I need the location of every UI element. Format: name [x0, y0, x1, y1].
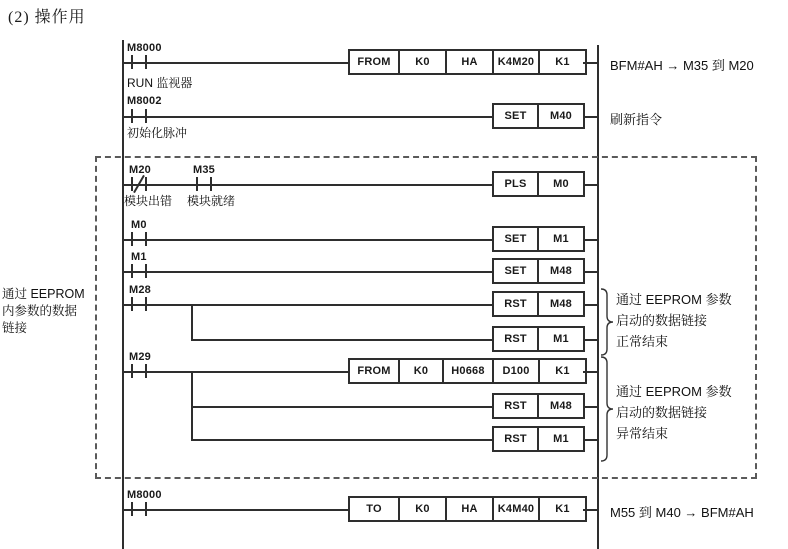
instruction-cell: SET: [494, 105, 539, 127]
instruction-cell: RST: [494, 428, 539, 450]
instruction-cell: RST: [494, 293, 539, 315]
contact-bar: [145, 109, 147, 123]
instruction-cell: K1: [555, 365, 570, 377]
wire-h: [583, 62, 597, 64]
wire-h: [124, 184, 492, 186]
brace-icon: [599, 356, 615, 462]
contact-label-m28: M28: [129, 284, 151, 296]
instruction-box-from2: [348, 358, 587, 384]
instruction-cell: K4M40: [494, 498, 540, 520]
no-contact-m0: [131, 232, 147, 246]
left-note-line1: 通过 EEPROM: [2, 287, 85, 301]
wire-h: [585, 271, 597, 273]
contact-bar: [210, 177, 212, 191]
instruction-box-set-m48: [492, 258, 585, 284]
contact-note: RUN 监视器: [127, 76, 193, 90]
contact-label-m1: M1: [131, 251, 147, 263]
contact-bar: [145, 297, 147, 311]
wire-h: [124, 62, 348, 64]
group-comment-line: 启动的数据链接: [616, 313, 708, 328]
no-contact-m28: [131, 297, 147, 311]
instruction-cell: K1: [555, 56, 570, 68]
instruction-cell: M48: [550, 400, 572, 412]
wire-h: [191, 339, 492, 341]
no-contact-m1: [131, 264, 147, 278]
wire-h: [585, 439, 597, 441]
instruction-cell: K0: [400, 498, 447, 520]
instruction-cell: RST: [494, 395, 539, 417]
rung-comment: 刷新指令: [610, 112, 663, 127]
wire-h: [124, 239, 492, 241]
instruction-box-rst-m1-b: [492, 426, 585, 452]
contact-bar: [131, 109, 133, 123]
no-contact-m35: [196, 177, 212, 191]
contact-label-m8000-bottom: M8000: [127, 489, 162, 501]
instruction-cell: RST: [494, 328, 539, 350]
instruction-cell: FROM: [350, 51, 400, 73]
instruction-box-set-m40: [492, 103, 585, 129]
contact-label-m0: M0: [131, 219, 147, 231]
wire-h: [124, 271, 492, 273]
left-note-line2: 内参数的数据: [2, 304, 78, 318]
no-contact-m8000: [131, 55, 147, 69]
no-contact-m8002: [131, 109, 147, 123]
wire-h: [124, 371, 348, 373]
instruction-box-rst-m1-a: [492, 326, 585, 352]
contact-bar: [145, 177, 147, 191]
contact-bar: [131, 55, 133, 69]
wire-h: [191, 439, 492, 441]
instruction-box-rst-m48-a: [492, 291, 585, 317]
wire-h: [124, 116, 492, 118]
contact-bar: [145, 264, 147, 278]
group-comment-line: 通过 EEPROM 参数: [616, 384, 732, 399]
rung-comment: BFM#AH → M35 到 M20: [610, 58, 754, 73]
rung-comment: M55 到 M40 → BFM#AH: [610, 505, 754, 520]
instruction-cell: K0: [400, 51, 447, 73]
contact-bar: [131, 232, 133, 246]
brace-icon: [599, 288, 615, 356]
instruction-box-pls-m0: [492, 171, 585, 197]
instruction-cell: M40: [550, 110, 572, 122]
contact-label-m8000: M8000: [127, 42, 162, 54]
contact-bar: [145, 55, 147, 69]
wire-h: [585, 339, 597, 341]
instruction-cell: TO: [350, 498, 400, 520]
instruction-box-set-m1: [492, 226, 585, 252]
no-contact-m29: [131, 364, 147, 378]
instruction-cell: M48: [550, 298, 572, 310]
wire-h: [585, 304, 597, 306]
instruction-cell: D100: [494, 360, 540, 382]
contact-label-m20: M20: [129, 164, 151, 176]
wire-v-branch: [191, 304, 193, 340]
wire-h: [585, 184, 597, 186]
instruction-cell: M1: [553, 333, 569, 345]
instruction-box-to: [348, 496, 587, 522]
wire-h: [124, 509, 348, 511]
wire-h: [191, 406, 492, 408]
instruction-cell: K1: [555, 503, 570, 515]
page-title: (2) 操作用: [8, 9, 86, 26]
contact-label-m8002: M8002: [127, 95, 162, 107]
instruction-cell: PLS: [494, 173, 539, 195]
left-note-line3: 链接: [2, 321, 28, 335]
left-note: [2, 286, 85, 337]
instruction-cell: M1: [553, 433, 569, 445]
instruction-box-rst-m48-b: [492, 393, 585, 419]
contact-bar: [131, 264, 133, 278]
wire-h: [585, 116, 597, 118]
instruction-cell: K0: [400, 360, 444, 382]
group-comment-line: 正常结束: [616, 334, 669, 349]
contact-bar: [131, 297, 133, 311]
contact-bar: [131, 502, 133, 516]
contact-note: 初始化脉冲: [127, 126, 188, 140]
instruction-cell: H0668: [444, 360, 494, 382]
wire-h: [583, 371, 597, 373]
contact-label-m29: M29: [129, 351, 151, 363]
instruction-cell: M48: [550, 265, 572, 277]
instruction-box-from1: [348, 49, 587, 75]
nc-contact-m20: [131, 177, 147, 191]
contact-bar: [145, 364, 147, 378]
contact-note: 模块就绪: [187, 194, 236, 208]
contact-note: 模块出错: [124, 194, 173, 208]
instruction-cell: FROM: [350, 360, 400, 382]
contact-bar: [131, 364, 133, 378]
instruction-cell: SET: [494, 260, 539, 282]
instruction-cell: SET: [494, 228, 539, 250]
group-comment-abnormal: [616, 381, 732, 444]
no-contact-m8000-bottom: [131, 502, 147, 516]
contact-label-m35: M35: [193, 164, 215, 176]
wire-h: [583, 509, 597, 511]
contact-bar: [131, 177, 133, 191]
contact-bar: [145, 502, 147, 516]
group-comment-line: 启动的数据链接: [616, 405, 708, 420]
wire-h: [585, 239, 597, 241]
contact-bar: [145, 232, 147, 246]
group-comment-normal: [616, 289, 732, 352]
instruction-cell: K4M20: [494, 51, 540, 73]
wire-h: [124, 304, 492, 306]
wire-h: [585, 406, 597, 408]
instruction-cell: HA: [447, 51, 494, 73]
instruction-cell: M1: [553, 233, 569, 245]
instruction-cell: HA: [447, 498, 494, 520]
contact-bar: [196, 177, 198, 191]
group-comment-line: 异常结束: [616, 426, 669, 441]
group-comment-line: 通过 EEPROM 参数: [616, 292, 732, 307]
instruction-cell: M0: [553, 178, 569, 190]
nc-slash: [133, 175, 145, 193]
